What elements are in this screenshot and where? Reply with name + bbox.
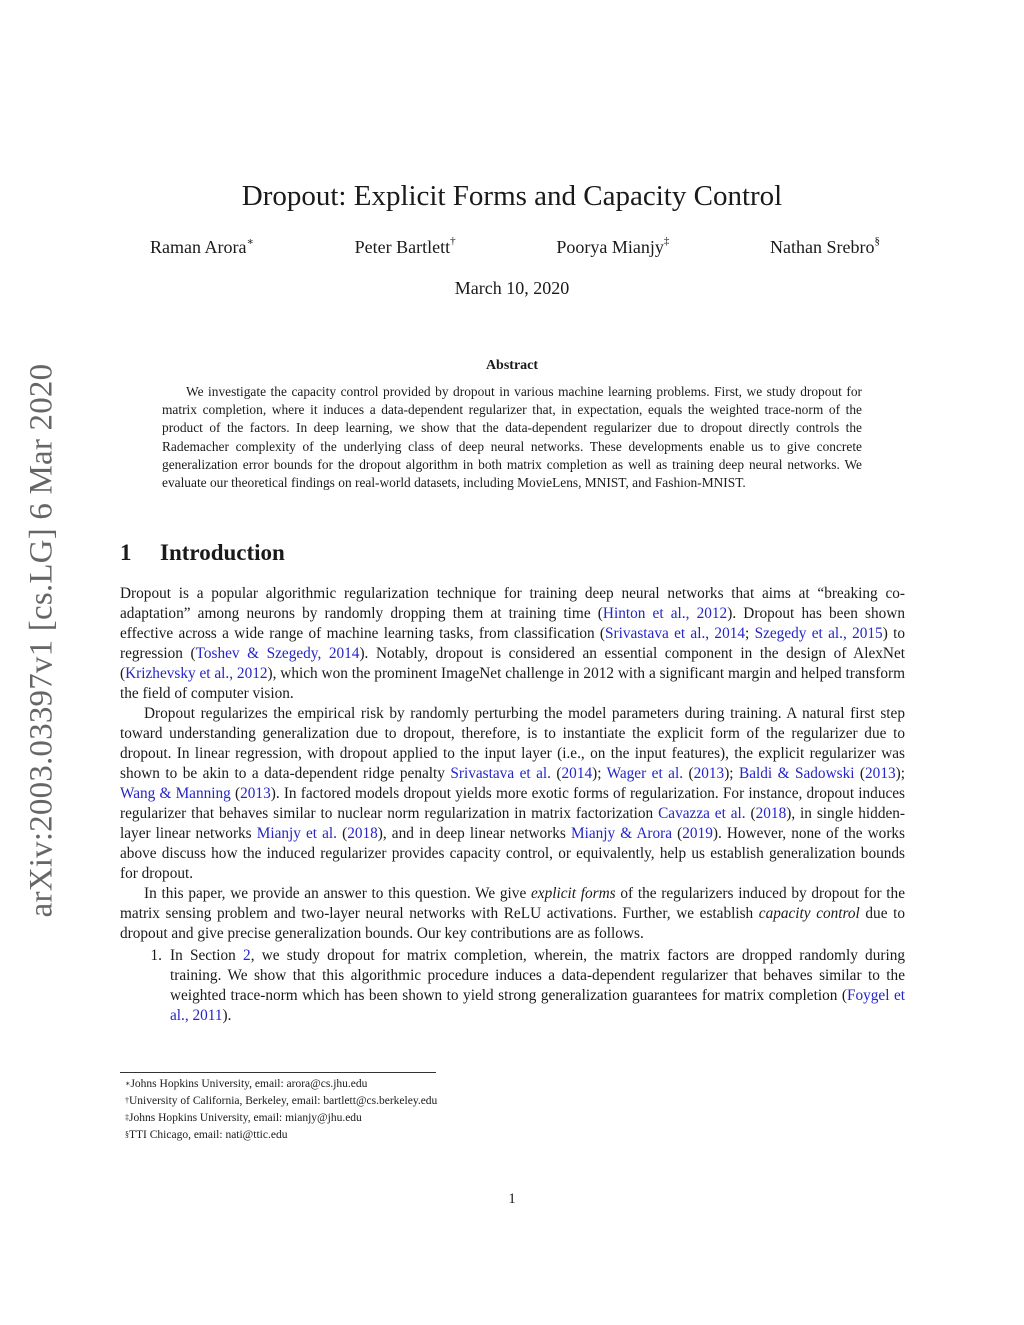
citation-link[interactable]: Szegedy et al., 2015 bbox=[754, 625, 883, 642]
author-footnote-mark[interactable]: ∗ bbox=[246, 236, 254, 248]
author: Nathan Srebro§ bbox=[770, 235, 880, 257]
citation-link[interactable]: Krizhevsky et al., 2012 bbox=[125, 665, 268, 682]
citation-link[interactable]: Hinton et al., 2012 bbox=[602, 605, 728, 622]
citation-link[interactable]: Toshev & Szegedy, 2014 bbox=[195, 645, 360, 662]
citation-link[interactable]: Mianjy & Arora bbox=[570, 825, 673, 842]
footnotes bbox=[125, 1076, 437, 1144]
author-footnote-mark[interactable]: § bbox=[874, 235, 880, 247]
footnote: †University of California, Berkeley, email: bartlett@cs.berkeley.edu bbox=[125, 1095, 438, 1107]
paper-title: Dropout: Explicit Forms and Capacity Control bbox=[241, 180, 783, 212]
emphasis: explicit forms bbox=[530, 885, 616, 902]
citation-link[interactable]: Srivastava et al. bbox=[450, 765, 551, 782]
citation-link[interactable]: Foygel et al., 2011 bbox=[170, 987, 905, 1024]
paragraph-3: In this paper, we provide an answer to this question. We give explicit forms of the regularizers induced by dropout for the matrix sensing problem and two-layer neural networks with ReLU activations. Further, we establish capacity control due to dropout and give precise generalization bounds. Our key contributions are as follows. bbox=[120, 885, 905, 942]
list-marker: 1. bbox=[150, 947, 162, 964]
abstract-body: We investigate the capacity control provided by dropout in various machine learning problems. First, we study dropout for matrix completion, where it induces a data-dependent regularizer that, in expectation, equals the weighted trace-norm of the product of the factors. In deep learning, we show that the data-dependent regularizer due to dropout directly controls the Rademacher complexity of the underlying class of deep neural networks. These developments enable us to give concrete generalization error bounds for the dropout algorithm in both matrix completion as well as training deep neural networks. We evaluate our theoretical findings on real-world datasets, including MovieLens, MNIST, and Fashion-MNIST. bbox=[162, 384, 862, 491]
list-item-body: In Section 2, we study dropout for matrix completion, wherein, the matrix factors are dropped randomly during training. We show that this algorithmic procedure induces a data-dependent regularizer that behaves similar to the weighted trace-norm which has been shown to yield strong generalization guarantees for matrix completion (Foygel et al., 2011). bbox=[170, 947, 905, 1024]
citation-link[interactable]: Cavazza et al. bbox=[658, 805, 746, 822]
abstract-heading: Abstract bbox=[485, 358, 539, 373]
section-title: Introduction bbox=[160, 540, 285, 565]
author: Poorya Mianjy‡ bbox=[556, 235, 670, 257]
footnote-divider bbox=[120, 1072, 436, 1073]
body-text bbox=[120, 584, 905, 1026]
list-item bbox=[120, 946, 905, 1026]
citation-link[interactable]: 2018 bbox=[755, 805, 787, 822]
author-footnote-mark[interactable]: ‡ bbox=[663, 235, 670, 247]
paragraph-2: Dropout regularizes the empirical risk by randomly perturbing the model parameters during training. A natural first step toward understanding generalization due to dropout, therefore, is to instantiate the explicit form of the regularizer due to dropout. In linear regression, with dropout applied to the input layer (i.e., on the input features), the explicit regularizer was shown to be akin to a data-dependent ridge penalty Srivastava et al. (2014); Wager et al. (2013); Baldi & Sadowski (2013); Wang & Manning (2013). In factored models dropout yields more exotic forms of regularization. For instance, dropout induces regularizer that behaves similar to nuclear norm regularization in matrix factorization Cavazza et al. (2018), in single hidden-layer linear networks Mianjy et al. (2018), and in deep linear networks Mianjy & Arora (2019). However, none of the works above discuss how the induced regularizer provides capacity control, or equivalently, help us establish generalization bounds for dropout. bbox=[120, 705, 906, 882]
citation-link[interactable]: 2018 bbox=[347, 825, 378, 842]
citation-link[interactable]: Wang & Manning bbox=[120, 785, 231, 802]
footnote: ∗Johns Hopkins University, email: arora@cs.jhu.edu bbox=[125, 1078, 368, 1090]
citation-link[interactable]: 2013 bbox=[693, 765, 725, 782]
paragraph-1: Dropout is a popular algorithmic regularization technique for training deep neural networks that aims at “breaking co-adaptation” among neurons by randomly dropping them at training time (Hinton et al., 2012). Dropout has been shown effective across a wide range of machine learning tasks, from classification (Srivastava et al., 2014; Szegedy et al., 2015) to regression (Toshev & Szegedy, 2014). Notably, dropout is considered an essential component in the design of AlexNet (Krizhevsky et al., 2012), which won the prominent ImageNet challenge in 2012 with a significant margin and helped transform the field of computer vision. bbox=[120, 585, 906, 702]
citation-link[interactable]: Srivastava et al., 2014 bbox=[605, 625, 746, 642]
footnote: ‡Johns Hopkins University, email: mianjy@jhu.edu bbox=[125, 1112, 362, 1124]
citation-link[interactable]: Mianjy et al. bbox=[256, 825, 337, 842]
section-heading-introduction bbox=[120, 540, 285, 566]
author: Raman Arora∗ bbox=[150, 236, 254, 257]
arxiv-identifier-stamp bbox=[20, 350, 64, 930]
author-list bbox=[150, 237, 880, 258]
citation-link[interactable]: Baldi & Sadowski bbox=[739, 765, 855, 782]
section-number: 1 bbox=[120, 540, 132, 565]
arxiv-identifier-text: arXiv:2003.03397v1 [cs.LG] 6 Mar 2020 bbox=[23, 363, 60, 917]
section-reference-link[interactable]: 2 bbox=[243, 947, 251, 964]
citation-link[interactable]: 2013 bbox=[240, 785, 271, 802]
author-footnote-mark[interactable]: † bbox=[450, 235, 456, 247]
citation-link[interactable]: 2014 bbox=[561, 765, 593, 782]
citation-link[interactable]: Wager et al. bbox=[606, 765, 684, 782]
publication-date: March 10, 2020 bbox=[454, 278, 570, 298]
footnote: §TTI Chicago, email: nati@ttic.edu bbox=[125, 1129, 288, 1141]
citation-link[interactable]: 2019 bbox=[682, 825, 713, 842]
citation-link[interactable]: 2013 bbox=[865, 765, 896, 782]
author: Peter Bartlett† bbox=[354, 235, 456, 257]
page-number: 1 bbox=[508, 1191, 516, 1207]
emphasis: capacity control bbox=[758, 905, 860, 922]
